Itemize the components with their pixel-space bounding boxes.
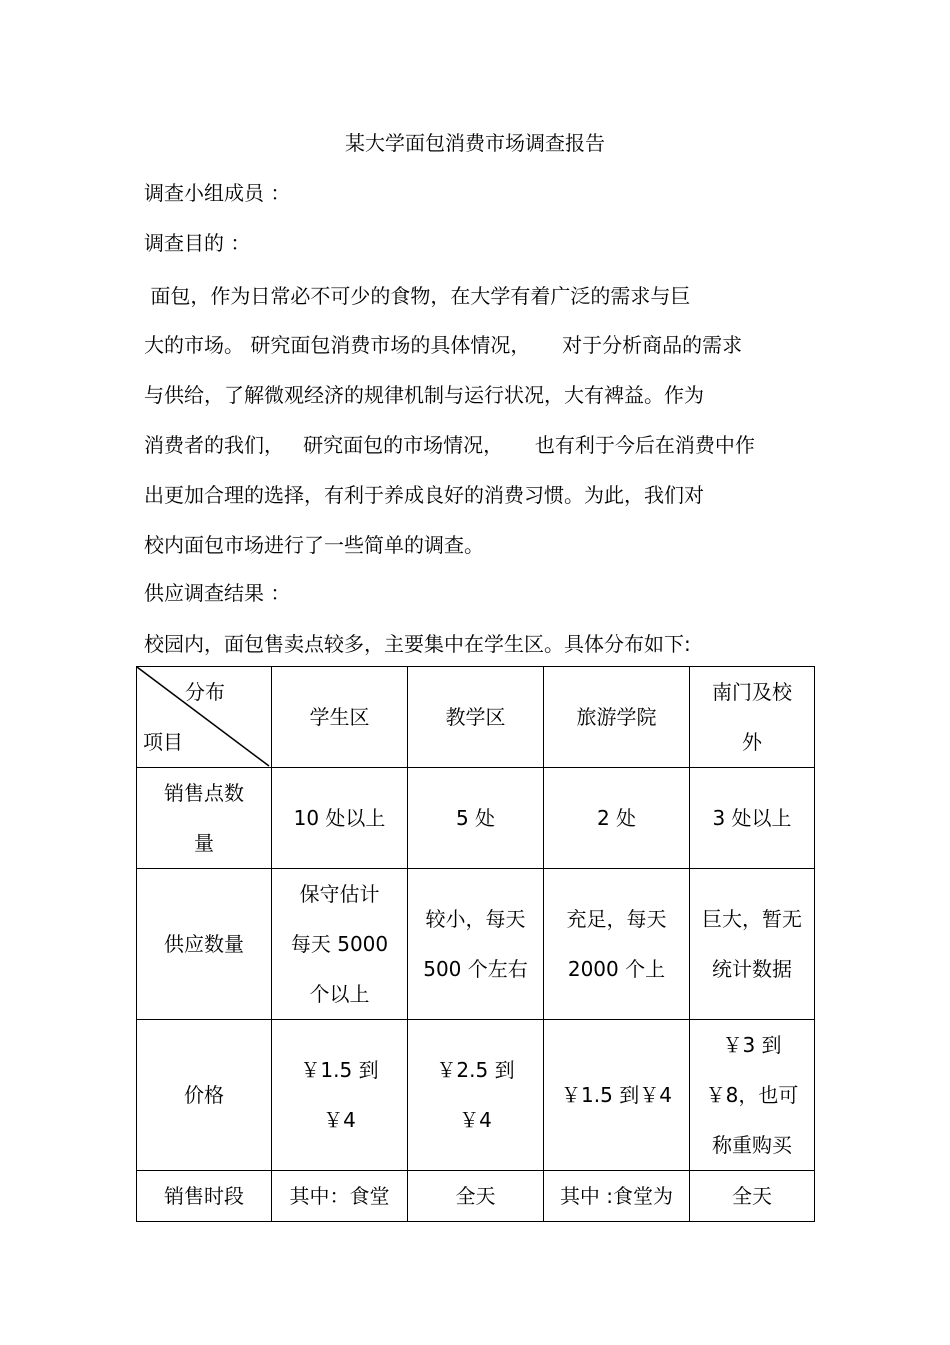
cell-text: ￥4: [323, 1108, 356, 1132]
column-header: [408, 667, 544, 768]
table-cell: [408, 768, 544, 869]
members-label: 调查小组成员 ：: [144, 181, 291, 205]
table-cell: [690, 1020, 815, 1171]
table-cell: [544, 1020, 690, 1171]
column-header: [272, 667, 408, 768]
row-header: [137, 1171, 272, 1222]
cell-text: 量: [194, 831, 214, 855]
cell-text: ￥1.5 到￥4: [561, 1083, 672, 1107]
cell-text: 2000 个上: [567, 957, 666, 981]
table-row: [137, 869, 815, 1020]
corner-cell: [137, 667, 272, 768]
row-header: [137, 1020, 272, 1171]
corner-top-label: 分布: [185, 680, 225, 704]
cell-text: 供应数量: [164, 932, 244, 956]
cell-text: 充足，每天: [566, 907, 667, 931]
table-cell: [272, 1020, 408, 1171]
cell-text: 全天: [732, 1184, 772, 1208]
cell-text: 保守估计: [299, 882, 380, 906]
cell-text: 2 处: [596, 806, 637, 830]
table-header-row: [137, 667, 815, 768]
table-cell: [690, 768, 815, 869]
row-header: [137, 768, 272, 869]
cell-text: 500 个左右: [423, 957, 528, 981]
row-header: [137, 869, 272, 1020]
cell-text: ￥2.5 到: [436, 1058, 515, 1082]
cell-text: 教学区: [445, 705, 506, 729]
cell-text: 称重购买: [712, 1133, 792, 1157]
cell-text: 每天 5000: [290, 932, 389, 956]
cell-text: 较小，每天: [425, 907, 526, 931]
cell-text: 10 处以上: [293, 806, 386, 830]
cell-text: 5 处: [455, 806, 496, 830]
cell-text: ￥1.5 到: [300, 1058, 379, 1082]
table-row: [137, 768, 815, 869]
paragraph-line: 校内面包市场进行了一些简单的调查。: [144, 533, 484, 557]
table-cell: [408, 869, 544, 1020]
cell-text: ￥3 到: [722, 1033, 782, 1057]
cell-text: ￥4: [459, 1108, 492, 1132]
table-cell: [690, 869, 815, 1020]
cell-text: 南门及校: [712, 680, 792, 704]
column-header: [690, 667, 815, 768]
paragraph-line: 面包，作为日常必不可少的食物，在大学有着广泛的需求与巨: [144, 284, 691, 308]
cell-text: 销售点数: [164, 781, 244, 805]
report-title: 某大学面包消费市场调查报告: [345, 131, 605, 155]
cell-text: 价格: [184, 1083, 224, 1107]
cell-text: 学生区: [309, 705, 370, 729]
paragraph-line: 消费者的我们， 研究面包的市场情况， 也有利于今后在消费中作: [144, 433, 755, 457]
cell-text: 巨大，暂无: [702, 907, 802, 931]
table-row: [137, 1171, 815, 1222]
table-cell: [272, 1171, 408, 1222]
column-header: [544, 667, 690, 768]
distribution-table: [136, 666, 815, 1222]
table-cell: [544, 869, 690, 1020]
corner-bottom-label: 项目: [143, 730, 183, 754]
paragraph-line: 出更加合理的选择，有利于养成良好的消费习惯。为此，我们对: [144, 483, 704, 507]
table-cell: [272, 768, 408, 869]
cell-text: 外: [742, 730, 762, 754]
cell-text: 销售时段: [164, 1184, 244, 1208]
table-cell: [272, 869, 408, 1020]
table-row: [137, 1020, 815, 1171]
table-cell: [408, 1171, 544, 1222]
supply-intro: 校园内，面包售卖点较多，主要集中在学生区。具体分布如下:: [144, 632, 691, 656]
table-cell: [408, 1020, 544, 1171]
paragraph-line: 与供给，了解微观经济的规律机制与运行状况，大有裨益。作为: [144, 383, 704, 407]
supply-label: 供应调查结果 ：: [144, 581, 291, 605]
purpose-label: 调查目的 ：: [144, 231, 251, 255]
table-cell: [544, 768, 690, 869]
cell-text: 全天: [455, 1184, 496, 1208]
cell-text: 个以上: [309, 982, 370, 1006]
table-cell: [544, 1171, 690, 1222]
paragraph-line: 大的市场。 研究面包消费市场的具体情况， 对于分析商品的需求: [144, 333, 743, 357]
cell-text: 其中：食堂: [289, 1184, 390, 1208]
cell-text: ￥8，也可: [705, 1083, 799, 1107]
cell-text: 统计数据: [712, 957, 792, 981]
table-cell: [690, 1171, 815, 1222]
cell-text: 旅游学院: [576, 705, 657, 729]
cell-text: 3 处以上: [712, 806, 792, 830]
cell-text: 其中 :食堂为: [559, 1184, 674, 1208]
